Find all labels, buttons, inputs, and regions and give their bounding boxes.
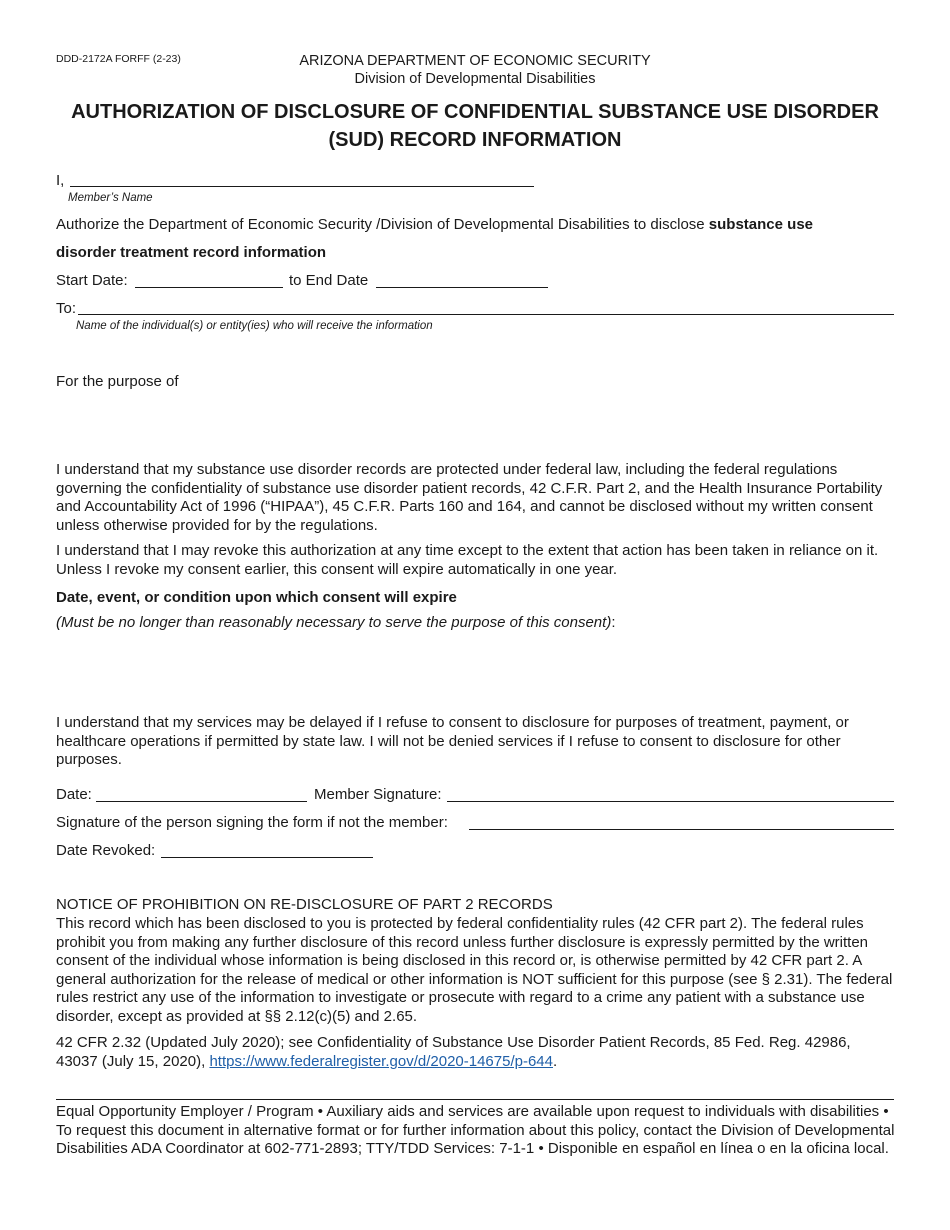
member-name-field[interactable] (70, 186, 534, 187)
member-name-caption: Member’s Name (68, 192, 153, 204)
member-signature-field[interactable] (447, 801, 894, 802)
recipient-label: To: (56, 300, 77, 317)
authorize-bold-1: substance use (708, 216, 814, 233)
citation-text: 42 CFR 2.32 (Updated July 2020); see Confidentiality of Substance Use Disorder Patient Records, 85 Fed. Reg. 42986, 43037 (July 15, 2020), (56, 1034, 851, 1070)
understand-paragraph-1: I understand that my substance use disorder records are protected under federal law, including the federal regulations governing the confidentiality of substance use disorder patient records, 42 C.F.R. Part 2, and the Health Insurance Portability and Accountability Act of 1996 (“HIPAA”), 45 C.F.R. Parts 160 and 164, and cannot be disclosed without my written consent unless otherwise provided for by the regulations. (56, 461, 883, 534)
recipient-field[interactable] (78, 314, 894, 315)
start-date-label: Start Date: (56, 272, 128, 289)
authorize-text: Authorize the Department of Economic Security /Division of Developmental Disabilities to disclose (56, 216, 709, 233)
authorize-statement (56, 216, 813, 233)
sign-date-field[interactable] (96, 801, 307, 802)
expire-heading: Date, event, or condition upon which consent will expire (56, 589, 457, 606)
member-prefix: I, (56, 172, 65, 189)
start-date-field[interactable] (135, 287, 283, 288)
end-date-field[interactable] (376, 287, 548, 288)
citation-period: . (553, 1052, 558, 1070)
other-signature-field[interactable] (469, 829, 894, 830)
division-name: Division of Developmental Disabilities (354, 71, 596, 87)
purpose-field[interactable] (56, 395, 894, 445)
form-title: AUTHORIZATION OF DISCLOSURE OF CONFIDENTIAL SUBSTANCE USE DISORDER (SUD) RECORD INFORMATION (71, 101, 879, 151)
end-date-label: to End Date (289, 272, 369, 289)
expire-note-italic: (Must be no longer than reasonably necessary to serve the purpose of this consent) (56, 614, 612, 631)
federal-register-link[interactable]: https://www.federalregister.gov/d/2020-14675/p-644 (209, 1052, 553, 1070)
footer-divider (56, 1099, 894, 1100)
date-revoked-field[interactable] (161, 857, 373, 858)
purpose-label: For the purpose of (56, 373, 179, 390)
expire-field[interactable] (56, 638, 894, 698)
recipient-caption: Name of the individual(s) or entity(ies) who will receive the information (76, 320, 433, 332)
date-revoked-label: Date Revoked: (56, 842, 156, 859)
expire-note-colon: : (611, 614, 616, 631)
agency-name: ARIZONA DEPARTMENT OF ECONOMIC SECURITY (299, 53, 651, 69)
understand-paragraph-2: I understand that I may revoke this authorization at any time except to the extent that action has been taken in reliance on it. Unless I revoke my consent earlier, this consent will expire automatically in one year. (56, 542, 879, 578)
other-signature-label: Signature of the person signing the form if not the member: (56, 814, 448, 831)
notice-body: This record which has been disclosed to you is protected by federal confidentiality rules (42 CFR part 2). The federal rules prohibit you from making any further disclosure of this record unless further disclosure is expressly permitted by the written consent of the individual whose information is being disclosed in this record or, is otherwise permitted by 42 CFR part 2. A general authorization for the release of medical or other information is NOT sufficient for this purpose (see § 2.31). The federal rules restrict any use of the information to investigate or prosecute with regard to a crime any patient with a substance use disorder, except as provided at §§ 2.12(c)(5) and 2.65. (56, 915, 893, 1025)
footer-text: Equal Opportunity Employer / Program • Auxiliary aids and services are available upon request to individuals with disabilities • To request this document in alternative format or for further information about this policy, contact the Division of Developmental Disabilities ADA Coordinator at 602-771-2893; TTY/TDD Services: 7-1-1 • Disponible en español en línea o en la oficina local. (56, 1103, 895, 1158)
sign-date-label: Date: (56, 786, 92, 803)
notice-citation (56, 1034, 896, 1071)
member-signature-label: Member Signature: (314, 786, 442, 803)
form-id: DDD-2172A FORFF (2-23) (56, 53, 181, 65)
understand-paragraph-3: I understand that my services may be delayed if I refuse to consent to disclosure for purposes of treatment, payment, or healthcare operations if permitted by state law. I will not be denied services if I refuse to consent to disclosure for other purposes. (56, 714, 849, 769)
expire-note (56, 614, 616, 631)
notice-heading: NOTICE OF PROHIBITION ON RE-DISCLOSURE OF PART 2 RECORDS (56, 896, 553, 913)
authorize-bold-2: disorder treatment record information (56, 244, 327, 261)
